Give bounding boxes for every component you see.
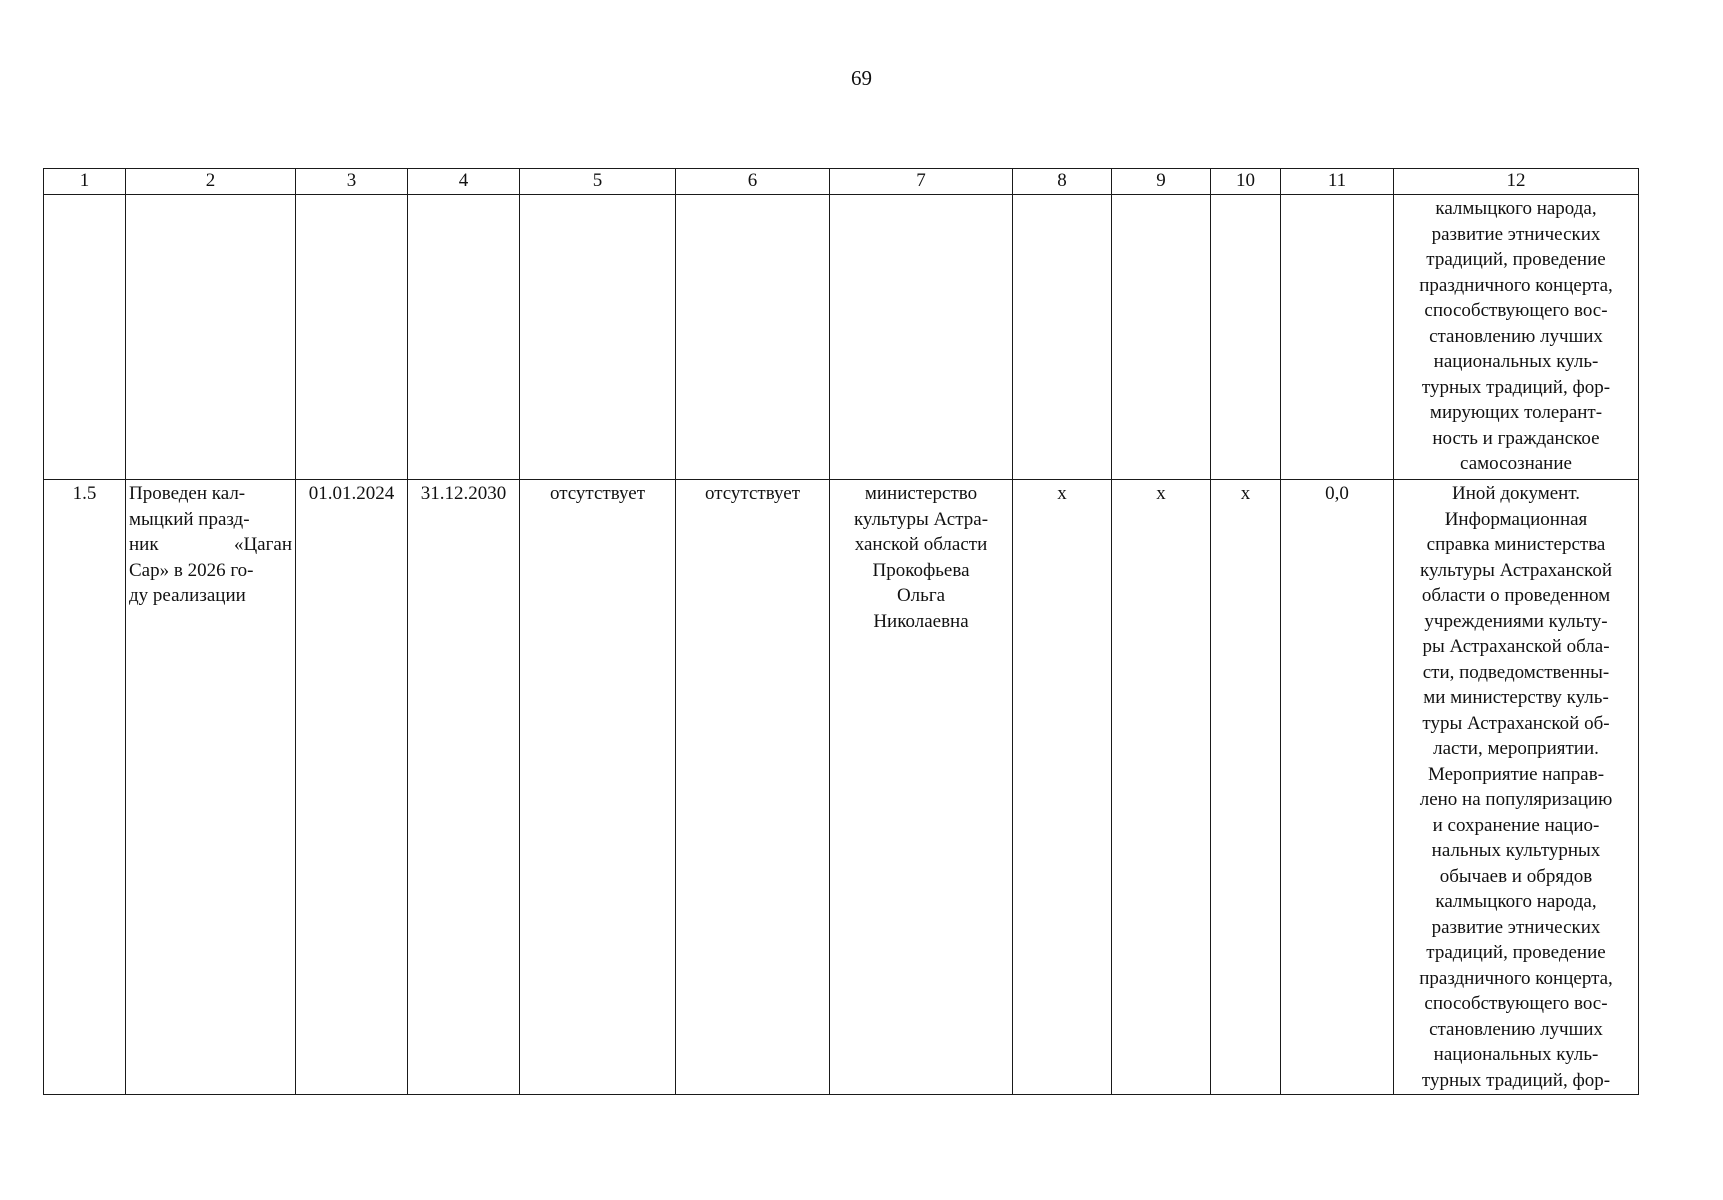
description-line: национальных куль- (1433, 351, 1599, 372)
description-line: способствующего вос- (1424, 993, 1608, 1014)
description-line: калмыцкого народа, (1435, 891, 1597, 912)
column-header-6: 6 (676, 169, 830, 195)
measure-name-line: Сар» в 2026 го- (129, 559, 254, 581)
page-number: 69 (851, 66, 872, 90)
description-line: Иной документ. (1452, 483, 1580, 504)
empty-cell (676, 195, 830, 480)
header-row (44, 169, 1639, 195)
empty-cell (1013, 195, 1112, 480)
description-line: Информационная (1444, 508, 1588, 530)
description-line: праздничного концерта, (1419, 274, 1613, 296)
continuation-row (44, 195, 1639, 480)
description-line: ласти, мероприятии. (1433, 738, 1599, 759)
description-line: лено на популяризацию (1419, 789, 1613, 810)
responsible-line: министерство (864, 483, 978, 504)
responsible-line: культуры Астра- (853, 508, 989, 530)
description-line: области о проведенном (1421, 585, 1611, 606)
description-line: туры Астраханской об- (1422, 712, 1610, 734)
description-line: праздничного концерта, (1419, 967, 1613, 989)
measure-name-line: мыцкий празд- (129, 508, 250, 530)
responsible-line: Ольга (896, 585, 946, 606)
description-line: Мероприятие направ- (1427, 763, 1605, 785)
description-cell (1394, 480, 1639, 1095)
column-10-value: x (1211, 480, 1281, 1095)
measure-name-line: ду реализации (129, 585, 246, 606)
responsible-line: Николаевна (873, 610, 969, 632)
column-header-12: 12 (1394, 169, 1639, 195)
column-11-value: 0,0 (1281, 480, 1394, 1095)
column-8-value: x (1013, 480, 1112, 1095)
empty-cell (1281, 195, 1394, 480)
description-line: ность и гражданское (1432, 427, 1600, 449)
responsible-line: ханской области (854, 534, 988, 555)
column-header-4: 4 (408, 169, 520, 195)
table-row (44, 480, 1639, 1095)
empty-cell (1112, 195, 1211, 480)
description-line: способствующего вос- (1424, 300, 1608, 321)
responsible-line: Прокофьева (872, 559, 970, 581)
responsible-cell (830, 480, 1013, 1095)
description-line: культуры Астраханской (1420, 559, 1612, 581)
column-header-11: 11 (1281, 169, 1394, 195)
measure-name-line: Проведен кал- (129, 483, 246, 504)
description-line: турных традиций, фор- (1421, 1069, 1611, 1091)
description-line: нальных культурных (1431, 840, 1601, 861)
description-line: национальных куль- (1433, 1044, 1599, 1065)
description-line: становлению лучших (1429, 1018, 1603, 1040)
description-line: учреждениями культу- (1424, 610, 1608, 632)
description-line: ми министерству куль- (1423, 687, 1609, 708)
measures-table (43, 168, 1639, 1095)
column-header-7: 7 (830, 169, 1013, 195)
column-header-2: 2 (126, 169, 296, 195)
description-line: традиций, проведение (1426, 942, 1606, 963)
empty-cell (1211, 195, 1281, 480)
description-line: развитие этнических (1431, 916, 1601, 938)
continuation-description-cell (1394, 195, 1639, 480)
empty-cell (408, 195, 520, 480)
column-5-value: отсутствует (520, 480, 676, 1095)
column-header-8: 8 (1013, 169, 1112, 195)
empty-cell (520, 195, 676, 480)
description-line: турных традиций, фор- (1421, 376, 1611, 398)
description-line: развитие этнических (1431, 223, 1601, 245)
column-header-10: 10 (1211, 169, 1281, 195)
description-line: обычаев и обрядов (1439, 865, 1593, 887)
description-line: калмыцкого народа, (1435, 198, 1597, 219)
description-line: ры Астраханской обла- (1422, 636, 1610, 657)
description-line: справка министерства (1426, 534, 1606, 555)
description-line: традиций, проведение (1426, 249, 1606, 270)
empty-cell (126, 195, 296, 480)
column-6-value: отсутствует (676, 480, 830, 1095)
description-line: становлению лучших (1429, 325, 1603, 347)
description-line: и сохранение нацио- (1432, 814, 1600, 836)
empty-cell (44, 195, 126, 480)
empty-cell (830, 195, 1013, 480)
measure-name-line: ник «Цаган (129, 534, 292, 555)
start-date: 01.01.2024 (296, 480, 408, 1095)
description-line: самосознание (1460, 453, 1572, 474)
column-header-1: 1 (44, 169, 126, 195)
column-header-5: 5 (520, 169, 676, 195)
empty-cell (296, 195, 408, 480)
row-number: 1.5 (44, 480, 126, 1095)
end-date: 31.12.2030 (408, 480, 520, 1095)
description-line: сти, подведомственны- (1422, 661, 1610, 683)
column-header-9: 9 (1112, 169, 1211, 195)
column-9-value: x (1112, 480, 1211, 1095)
measure-name-cell (126, 480, 296, 1095)
description-line: мирующих толерант- (1429, 402, 1603, 423)
column-header-3: 3 (296, 169, 408, 195)
